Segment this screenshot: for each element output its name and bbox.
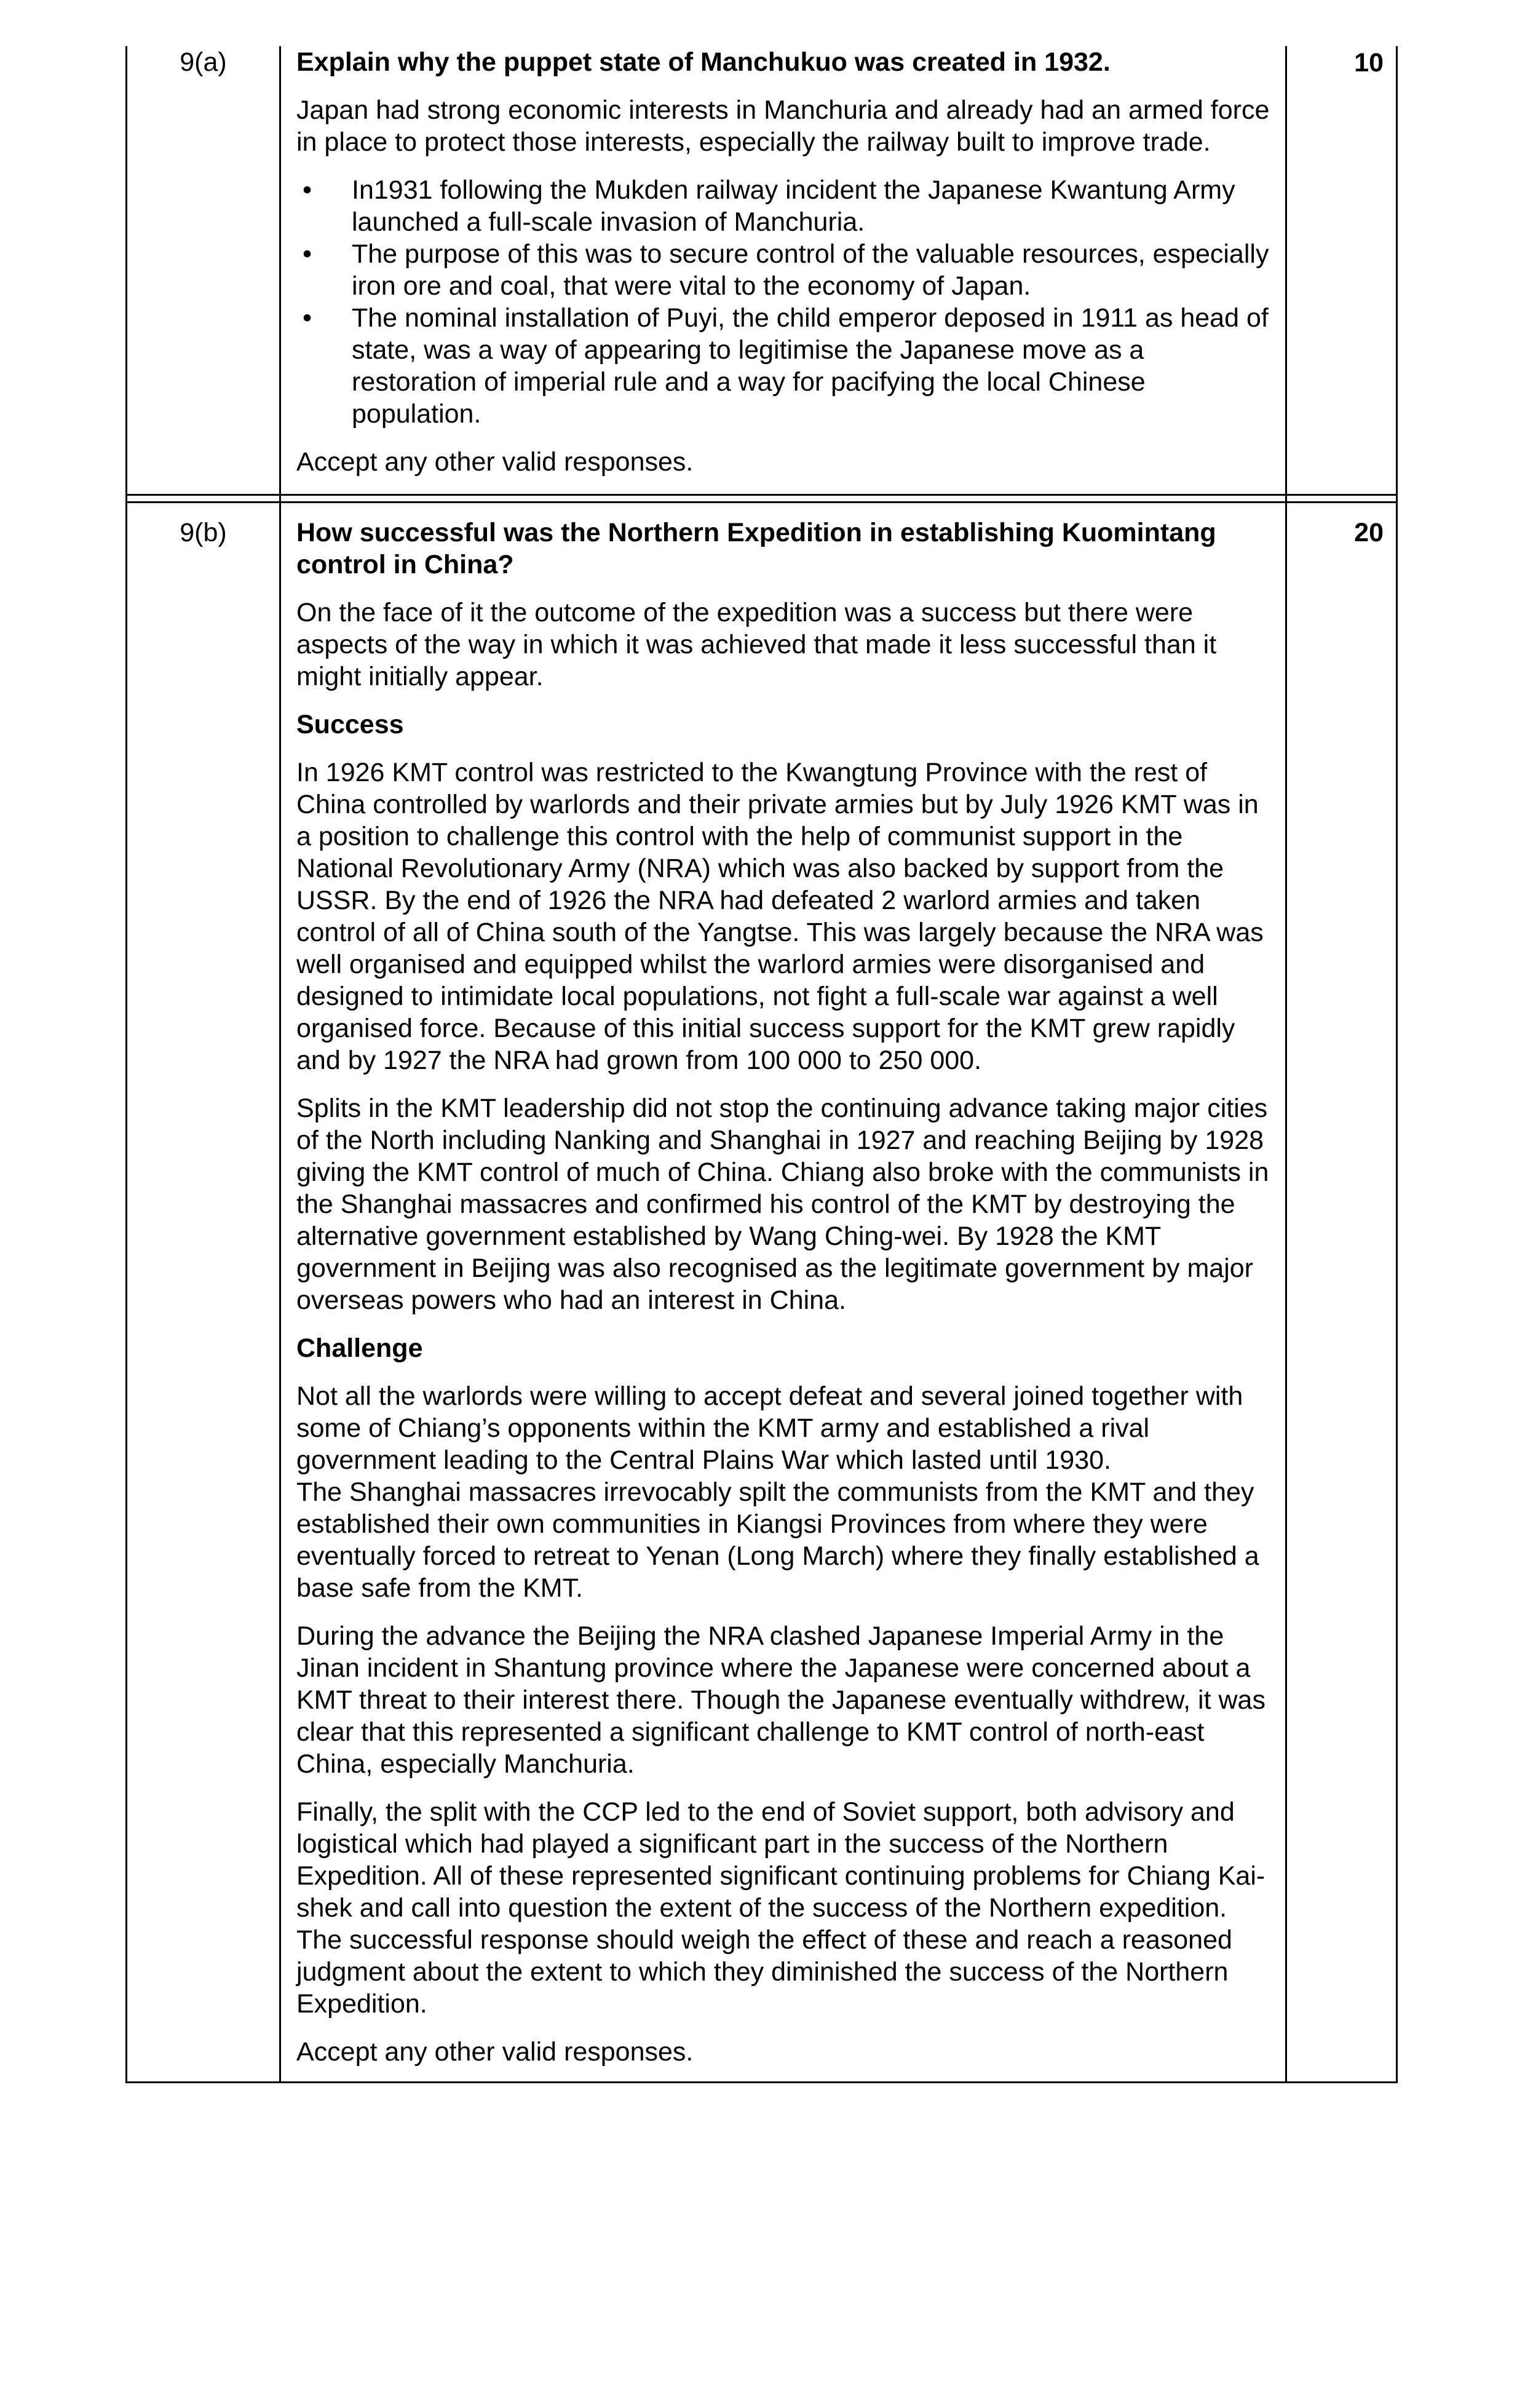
question-text: How successful was the Northern Expedition in establishing Kuomintang control in China? [296,518,1216,579]
answer-paragraph: Not all the warlords were willing to accept defeat and several joined together with some of Chiang’s opponents within the KMT army and established a rival government leading to the Central Plains War which lasted until 1930. [296,1381,1243,1475]
marks-value: 10 [1286,46,1397,495]
answer-paragraph: In 1926 KMT control was restricted to the Kwangtung Province with the rest of China controlled by warlords and their private armies but by July 1926 KMT was in a position to challenge this control with the help of communist support in the National Revolutionary Army (NRA) which was also backed by support from the USSR. By the end of 1926 the NRA had defeated 2 warlord armies and taken control of all of China south of the Yangtse. This was largely because the NRA was well organised and equipped whilst the warlord armies were disorganised and designed to intimidate local populations, not fight a full-scale war against a well organised force. Because of this initial success support for the KMT grew rapidly and by 1927 the NRA had grown from 100 000 to 250 000. [296,758,1264,1075]
accept-note: Accept any other valid responses. [296,2037,694,2067]
mark-scheme-table [125,46,1398,2083]
answer-paragraph: On the face of it the outcome of the expedition was a success but there were aspects of the way in which it was achieved that made it less successful than it might initially appear. [296,598,1217,691]
question-row-9b [127,503,1397,2083]
answer-cell [280,503,1286,2083]
question-number: 9(a) [127,46,280,495]
answer-paragraph: Finally, the split with the CCP led to the end of Soviet support, both advisory and logistical which had played a significant part in the success of the Northern Expedition. All of these represented significant continuing problems for Chiang Kai-shek and call into question the extent of the success of the Northern expedition. The successful response should weigh the effect of these and reach a reasoned judgment about the extent to which they diminished the success of the Northern Expedition. [296,1797,1266,2019]
section-heading-success: Success [296,710,404,739]
question-text: Explain why the puppet state of Manchukuo was created in 1932. [296,47,1111,77]
answer-paragraph: Splits in the KMT leadership did not stop the continuing advance taking major cities of the North including Nanking and Shanghai in 1927 and reaching Beijing by 1928 giving the KMT control of much of China. Chiang also broke with the communists in the Shanghai massacres and confirmed his control of the KMT by destroying the alternative government established by Wang Ching-wei. By 1928 the KMT government in Beijing was also recognised as the legitimate government by major overseas powers who had an interest in China. [296,1094,1269,1315]
answer-paragraph: During the advance the Beijing the NRA clashed Japanese Imperial Army in the Jinan incident in Shantung province where the Japanese were concerned about a KMT threat to their interest there. Though the Japanese eventually withdrew, it was clear that this represented a significant challenge to KMT control of north-east China, especially Manchuria. [296,1621,1266,1779]
bullet-item: • The nominal installation of Puyi, the child emperor deposed in 1911 as head of state, was a way of appearing to legitimise the Japanese move as a restoration of imperial rule and a way for pacifying the local Chinese population. [296,302,1272,430]
bullet-item: • The purpose of this was to secure control of the valuable resources, especially iron ore and coal, that were vital to the economy of Japan. [296,238,1272,302]
accept-note: Accept any other valid responses. [296,447,694,477]
row-separator [127,495,1397,503]
bullet-item: • In1931 following the Mukden railway incident the Japanese Kwantung Army launched a full-scale invasion of Manchuria. [296,174,1272,238]
question-number: 9(b) [127,503,280,2083]
section-heading-challenge: Challenge [296,1333,423,1363]
question-row-9a [127,46,1397,495]
answer-bullet-list [296,174,1272,430]
answer-cell [280,46,1286,495]
answer-paragraph: The Shanghai massacres irrevocably spilt the communists from the KMT and they established their own communities in Kiangsi Provinces from where they were eventually forced to retreat to Yenan (Long March) where they finally established a base safe from the KMT. [296,1477,1259,1603]
marks-value: 20 [1286,503,1397,2083]
answer-paragraph: Japan had strong economic interests in Manchuria and already had an armed force in place to protect those interests, especially the railway built to improve trade. [296,95,1270,157]
